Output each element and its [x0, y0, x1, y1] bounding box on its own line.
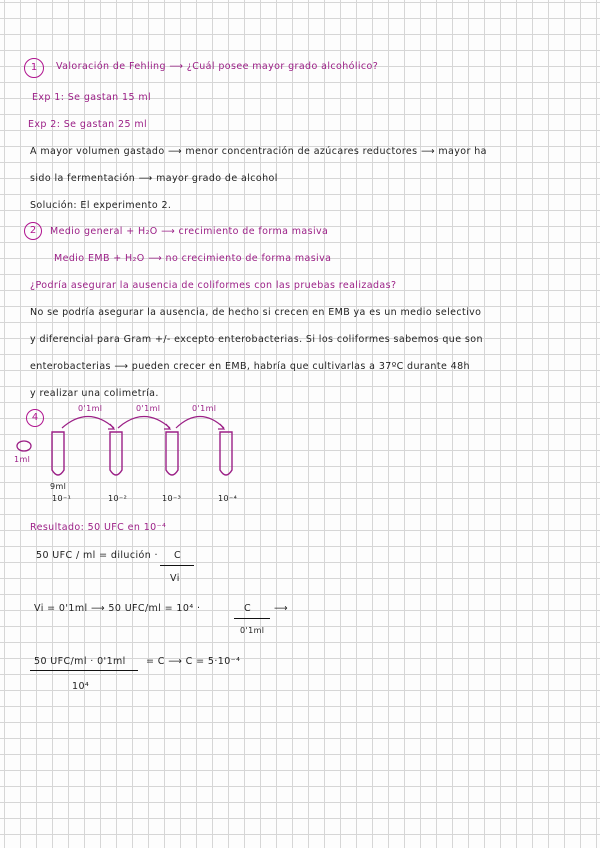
tube-4	[220, 432, 232, 475]
transfer-arrow-1	[62, 417, 114, 429]
section-1-number-text: 1	[30, 62, 38, 73]
section-2-paragraph-line-4: y realizar una colimetría.	[30, 388, 159, 399]
section-4-number-text: 4	[31, 412, 39, 423]
section-2-paragraph-line-2: y diferencial para Gram +/- excepto enterobacterias. Si los coliformes sabemos que son	[30, 334, 483, 345]
section-1-text-line-1: A mayor volumen gastado ⟶ menor concentración de azúcares reductores ⟶ mayor ha	[30, 146, 487, 157]
transfer-label-3: 0'1ml	[192, 404, 217, 413]
section-2-paragraph-line-1: No se podría asegurar la ausencia, de hecho si crecen en EMB ya es un medio selectivo	[30, 307, 482, 318]
start-volume-label: 1ml	[14, 455, 31, 464]
transfer-arrow-3	[176, 417, 224, 429]
transfer-label-2: 0'1ml	[136, 404, 161, 413]
formula-numerator: C	[174, 550, 182, 561]
section-2-paragraph-line-3: enterobacterias ⟶ pueden crecer en EMB, habría que cultivarlas a 37ºC durante 48h	[30, 361, 470, 372]
dilution-label-2: 10⁻²	[108, 494, 128, 503]
vi-line: Vi = 0'1ml ⟶ 50 UFC/ml = 10⁴ ·	[34, 603, 201, 614]
calc-middle: = C ⟶ C = 5·10⁻⁴	[146, 656, 241, 667]
dilution-label-1: 10⁻¹	[52, 494, 72, 503]
dilution-label-3: 10⁻³	[162, 494, 182, 503]
exp-1-line: Exp 1: Se gastan 15 ml	[32, 92, 152, 103]
formula-fraction-bar	[160, 565, 194, 566]
vi-denominator: 0'1ml	[240, 626, 265, 635]
vi-numerator: C	[244, 603, 252, 614]
vi-fraction-bar	[234, 618, 270, 619]
section-1-title: Valoración de Fehling ⟶ ¿Cuál posee mayor grado alcohólico?	[56, 61, 379, 72]
section-2-number-text: 2	[29, 225, 37, 236]
first-tube-volume: 9ml	[50, 482, 67, 491]
transfer-label-1: 0'1ml	[78, 404, 103, 413]
tube-3	[166, 432, 178, 475]
section-2-line-2: Medio EMB + H₂O ⟶ no crecimiento de forma masiva	[54, 253, 332, 264]
formula-denominator: Vi	[170, 573, 180, 584]
formula-left: 50 UFC / ml = dilución ·	[36, 550, 158, 561]
section-2-line-1: Medio general + H₂O ⟶ crecimiento de forma masiva	[50, 226, 329, 237]
section-2-question: ¿Podría asegurar la ausencia de coliformes con las pruebas realizadas?	[30, 280, 397, 291]
section-1-solution: Solución: El experimento 2.	[30, 200, 172, 211]
calc-fraction-bar	[30, 670, 138, 671]
vi-arrow: ⟶	[274, 603, 289, 614]
calc-numerator: 50 UFC/ml · 0'1ml	[34, 656, 126, 667]
exp-2-line: Exp 2: Se gastan 25 ml	[28, 119, 148, 130]
calc-denominator: 10⁴	[72, 681, 90, 692]
tube-1	[52, 432, 64, 475]
result-line: Resultado: 50 UFC en 10⁻⁴	[30, 522, 167, 533]
tube-2	[110, 432, 122, 475]
transfer-arrow-2	[118, 417, 170, 429]
section-1-text-line-2: sido la fermentación ⟶ mayor grado de alcohol	[30, 173, 278, 184]
dilution-label-4: 10⁻⁴	[218, 494, 238, 503]
initial-sample-drop	[17, 441, 31, 451]
